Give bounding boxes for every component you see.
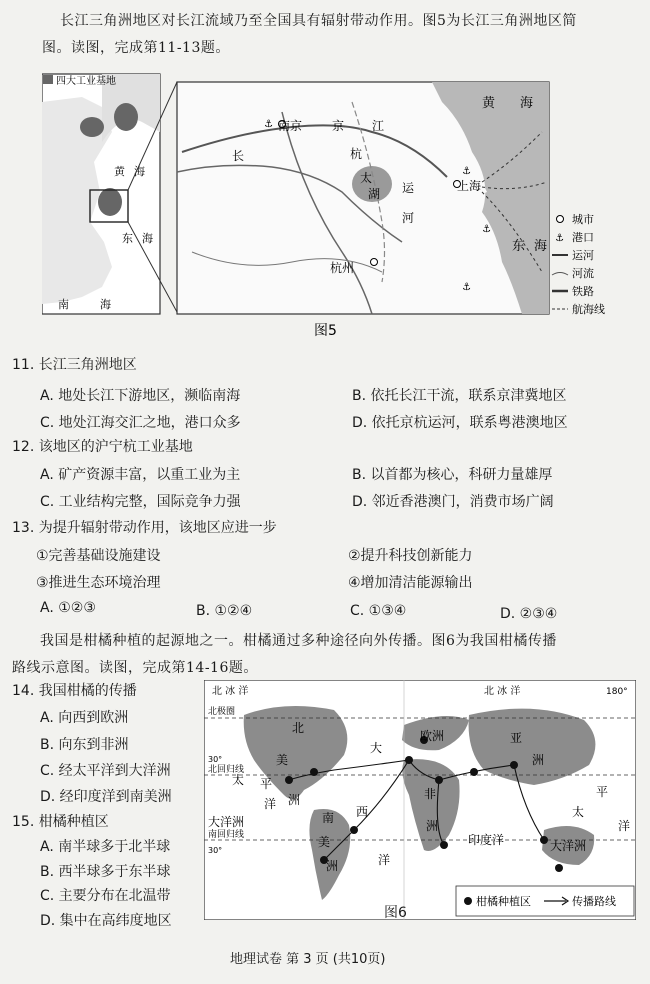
ocean-label: 印度洋 xyxy=(468,833,505,847)
ocean-label: 太 xyxy=(572,805,585,819)
q11-option-a: A. 地处长江下游地区，濒临南海 xyxy=(40,388,241,404)
q11-option-d: D. 依托京杭运河，联系粤港澳地区 xyxy=(352,415,568,431)
industrial-base-shape xyxy=(98,188,122,216)
continent-label: 大洋洲 xyxy=(550,839,587,853)
legend-citrus-zone-icon xyxy=(464,897,472,905)
legend-port-icon: ⚓ xyxy=(555,233,564,244)
q12-option-c: C. 工业结构完整，国际竞争力强 xyxy=(40,494,241,510)
legend-label: 柑橘种植区 xyxy=(476,895,531,908)
q11-option-b: B. 依托长江干流，联系京津冀地区 xyxy=(352,388,567,404)
q15-option-a: A. 南半球多于北半球 xyxy=(40,839,171,855)
continent-label: 大洋洲 xyxy=(208,815,245,829)
q13-option-d: D. ②③④ xyxy=(500,606,558,622)
ocean-label: 洋 xyxy=(264,797,277,811)
continent-label: 欧洲 xyxy=(420,729,445,743)
legend-label: 港口 xyxy=(572,231,594,244)
map-label-nanjing: 南京 xyxy=(278,119,303,133)
citrus-zone-marker xyxy=(470,768,478,776)
q13-statement-3: ③推进生态环境治理 xyxy=(36,575,161,591)
continent-label: 洲 xyxy=(326,859,339,873)
intro-paragraph-1 xyxy=(42,8,642,62)
map-label: 海 xyxy=(520,96,534,111)
q15-option-c: C. 主要分布在北温带 xyxy=(40,888,171,904)
q14-option-a: A. 向西到欧洲 xyxy=(40,710,129,726)
continent-label: 亚 xyxy=(510,731,523,745)
intro-line: 长江三角洲地区对长江流域乃至全国具有辐射带动作用。图5为长江三角洲地区简 xyxy=(60,13,577,29)
map-label: 湖 xyxy=(368,187,381,201)
industrial-base-shape xyxy=(114,103,138,131)
page-footer: 地理试卷 第 3 页 (共10页) xyxy=(230,952,386,967)
inset-legend-label: 四大工业基地 xyxy=(56,76,116,87)
intro-paragraph-2 xyxy=(12,628,642,682)
map-label: 长 xyxy=(232,149,245,163)
figure-6-caption: 图6 xyxy=(384,905,407,921)
inset-label: 海 xyxy=(100,298,111,311)
continent-label: 洲 xyxy=(288,793,301,807)
inset-label: 南 xyxy=(58,298,69,311)
citrus-zone-marker xyxy=(435,776,443,784)
continent-label: 北 xyxy=(292,721,305,735)
question-15-stem: 15. 柑橘种植区 xyxy=(12,814,109,830)
citrus-zone-marker xyxy=(440,841,448,849)
continent-label: 美 xyxy=(276,753,289,767)
legend-label: 航海线 xyxy=(572,303,605,316)
map-label: 江 xyxy=(372,119,385,133)
q11-option-c: C. 地处江海交汇之地，港口众多 xyxy=(40,415,241,431)
port-icon: ⚓ xyxy=(264,119,273,130)
ocean-label: 平 xyxy=(596,785,609,799)
ocean-label: 平 xyxy=(260,777,273,791)
ocean-label: 大 xyxy=(370,741,383,755)
citrus-zone-marker xyxy=(510,761,518,769)
map-label: 京 xyxy=(332,119,345,133)
citrus-zone-marker xyxy=(540,836,548,844)
q14-option-b: B. 向东到非洲 xyxy=(40,737,129,753)
legend-swatch xyxy=(43,75,53,84)
continent-label: 南 xyxy=(322,811,335,825)
intro-line: 我国是柑橘种植的起源地之一。柑橘通过多种途径向外传播。图6为我国柑橘传播 xyxy=(40,633,557,649)
map-label: 黄 xyxy=(482,96,496,111)
inset-label: 黄 xyxy=(114,165,125,178)
question-11-stem: 11. 长江三角洲地区 xyxy=(12,357,137,373)
continent-label: 非 xyxy=(424,787,437,801)
ocean-label: 北 冰 洋 xyxy=(484,686,521,697)
legend-label: 传播路线 xyxy=(572,895,616,908)
citrus-zone-marker xyxy=(350,826,358,834)
industrial-base-shape xyxy=(80,117,104,137)
legend-label: 运河 xyxy=(572,249,594,262)
latitude-label: 30° xyxy=(208,755,223,764)
ocean-label: 北 冰 洋 xyxy=(212,686,249,697)
intro-line: 图。读图，完成第11-13题。 xyxy=(42,40,230,56)
legend-city-icon xyxy=(557,216,564,223)
q15-option-d: D. 集中在高纬度地区 xyxy=(40,913,172,929)
map-label: 河 xyxy=(402,211,415,225)
legend-river-icon xyxy=(552,273,568,276)
figure-5 xyxy=(42,72,638,342)
legend-label: 城市 xyxy=(572,213,594,226)
ocean-label: 洋 xyxy=(618,819,631,833)
tropic-of-capricorn-label: 南回归线 xyxy=(208,830,245,840)
inset-label: 海 xyxy=(134,165,145,178)
q13-statement-4: ④增加清洁能源输出 xyxy=(348,575,473,591)
q13-option-c: C. ①③④ xyxy=(350,603,407,619)
inset-label: 海 xyxy=(142,232,153,245)
map-label-hangzhou: 杭州 xyxy=(330,261,355,275)
citrus-zone-marker xyxy=(310,768,318,776)
citrus-zone-marker xyxy=(405,756,413,764)
question-13-stem: 13. 为提升辐射带动作用，该地区应进一步 xyxy=(12,520,277,536)
figure-5-caption: 图5 xyxy=(314,323,337,339)
city-hangzhou xyxy=(371,259,378,266)
arctic-circle-label: 北极圈 xyxy=(208,707,236,717)
intro-line: 路线示意图。读图，完成第14-16题。 xyxy=(12,660,258,676)
q12-option-d: D. 邻近香港澳门，消费市场广阔 xyxy=(352,494,554,510)
figure-6 xyxy=(204,680,636,920)
continent-label: 洲 xyxy=(426,819,439,833)
port-icon: ⚓ xyxy=(462,282,471,293)
q12-option-a: A. 矿产资源丰富，以重工业为主 xyxy=(40,467,241,483)
map-label: 太 xyxy=(360,171,373,185)
map-label: 杭 xyxy=(350,147,363,161)
ocean-label: 太 xyxy=(232,773,245,787)
continent-label: 美 xyxy=(318,835,331,849)
tropic-of-cancer-label: 北回归线 xyxy=(208,765,245,775)
inset-label: 东 xyxy=(122,232,133,245)
citrus-zone-marker xyxy=(555,864,563,872)
map-label-shanghai: 上海 xyxy=(457,179,482,193)
citrus-zone-marker xyxy=(285,776,293,784)
fig5-legend xyxy=(552,213,605,316)
longitude-label: 180° xyxy=(606,687,628,697)
continent-label: 洲 xyxy=(532,753,545,767)
q13-statement-1: ①完善基础设施建设 xyxy=(36,548,161,564)
port-icon: ⚓ xyxy=(482,224,491,235)
map-label: 海 xyxy=(534,239,548,254)
map-label: 运 xyxy=(402,181,415,195)
q13-option-a: A. ①②③ xyxy=(40,600,96,616)
ocean-label: 西 xyxy=(356,805,369,819)
legend-label: 铁路 xyxy=(572,285,594,298)
question-12-stem: 12. 该地区的沪宁杭工业基地 xyxy=(12,439,193,455)
question-14-stem: 14. 我国柑橘的传播 xyxy=(12,683,137,699)
legend-label: 河流 xyxy=(572,267,594,280)
q13-statement-2: ②提升科技创新能力 xyxy=(348,548,473,564)
ocean-label: 洋 xyxy=(378,853,391,867)
q14-option-c: C. 经太平洋到大洋洲 xyxy=(40,763,171,779)
port-icon: ⚓ xyxy=(462,166,471,177)
q15-option-b: B. 西半球多于东半球 xyxy=(40,864,171,880)
map-label: 东 xyxy=(512,239,526,254)
q14-option-d: D. 经印度洋到南美洲 xyxy=(40,789,172,805)
q13-option-b: B. ①②④ xyxy=(196,603,253,619)
latitude-label: 30° xyxy=(208,846,223,855)
q12-option-b: B. 以首都为核心，科研力量雄厚 xyxy=(352,467,553,483)
